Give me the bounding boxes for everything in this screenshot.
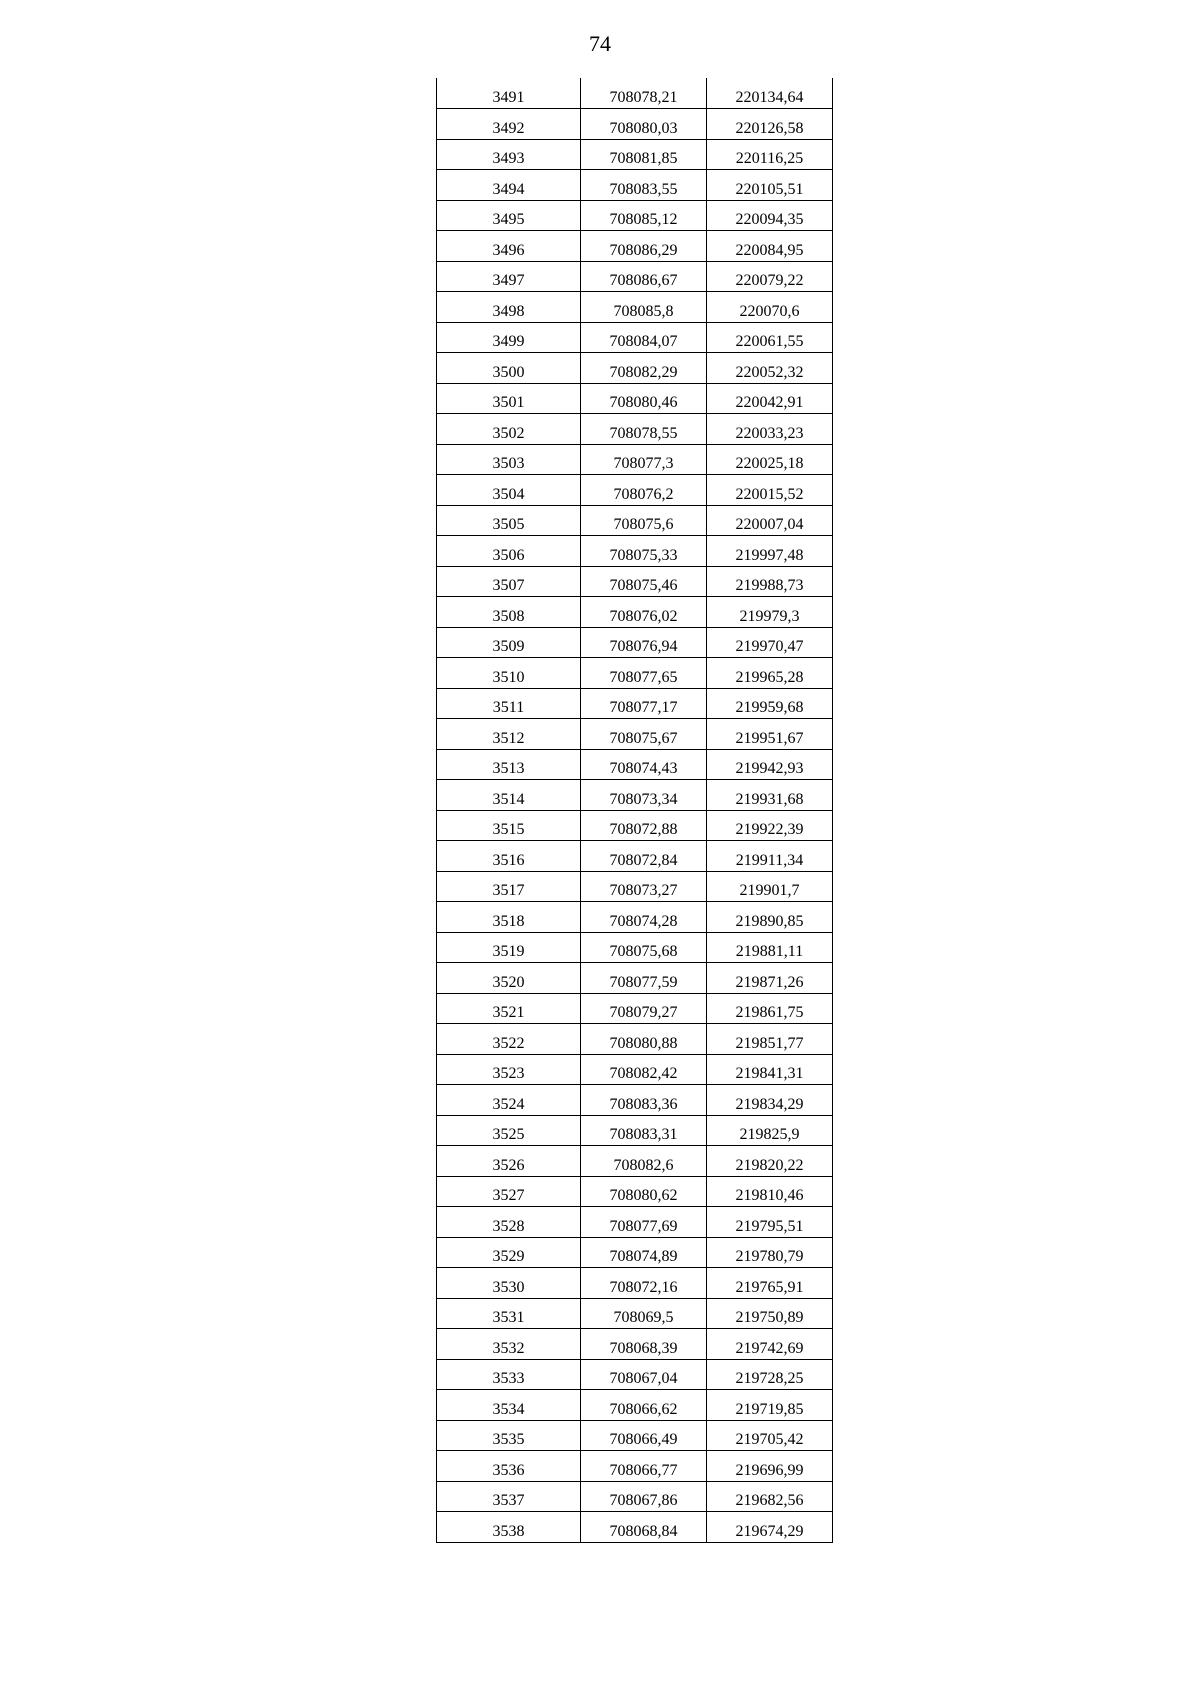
x-coordinate-cell: 708073,34 (581, 780, 707, 811)
x-coordinate-cell: 708077,3 (581, 444, 707, 475)
table-row (437, 1054, 833, 1085)
point-number-cell: 3502 (437, 414, 581, 445)
point-number-cell: 3496 (437, 231, 581, 262)
table-row (437, 1390, 833, 1421)
x-coordinate-cell: 708082,42 (581, 1054, 707, 1085)
y-coordinate-cell: 220070,6 (707, 292, 833, 323)
x-coordinate-cell: 708068,39 (581, 1329, 707, 1360)
x-coordinate-cell: 708075,6 (581, 505, 707, 536)
point-number-cell: 3501 (437, 383, 581, 414)
point-number-cell: 3525 (437, 1115, 581, 1146)
y-coordinate-cell: 219988,73 (707, 566, 833, 597)
y-coordinate-cell: 220042,91 (707, 383, 833, 414)
x-coordinate-cell: 708086,29 (581, 231, 707, 262)
point-number-cell: 3504 (437, 475, 581, 506)
y-coordinate-cell: 219965,28 (707, 658, 833, 689)
x-coordinate-cell: 708077,17 (581, 688, 707, 719)
point-number-cell: 3510 (437, 658, 581, 689)
y-coordinate-cell: 220084,95 (707, 231, 833, 262)
y-coordinate-cell: 219861,75 (707, 993, 833, 1024)
point-number-cell: 3493 (437, 139, 581, 170)
x-coordinate-cell: 708072,88 (581, 810, 707, 841)
point-number-cell: 3500 (437, 353, 581, 384)
table-row (437, 627, 833, 658)
x-coordinate-cell: 708080,88 (581, 1024, 707, 1055)
point-number-cell: 3516 (437, 841, 581, 872)
point-number-cell: 3492 (437, 109, 581, 140)
point-number-cell: 3520 (437, 963, 581, 994)
x-coordinate-cell: 708066,77 (581, 1451, 707, 1482)
table-row (437, 1298, 833, 1329)
point-number-cell: 3529 (437, 1237, 581, 1268)
point-number-cell: 3499 (437, 322, 581, 353)
coordinates-table (436, 78, 833, 1543)
x-coordinate-cell: 708078,55 (581, 414, 707, 445)
table-row (437, 932, 833, 963)
table-row (437, 353, 833, 384)
table-row (437, 231, 833, 262)
x-coordinate-cell: 708072,84 (581, 841, 707, 872)
point-number-cell: 3507 (437, 566, 581, 597)
y-coordinate-cell: 219997,48 (707, 536, 833, 567)
y-coordinate-cell: 219890,85 (707, 902, 833, 933)
point-number-cell: 3537 (437, 1481, 581, 1512)
table-row (437, 170, 833, 201)
y-coordinate-cell: 219979,3 (707, 597, 833, 628)
point-number-cell: 3534 (437, 1390, 581, 1421)
y-coordinate-cell: 220033,23 (707, 414, 833, 445)
x-coordinate-cell: 708074,89 (581, 1237, 707, 1268)
y-coordinate-cell: 219795,51 (707, 1207, 833, 1238)
table-row (437, 1451, 833, 1482)
y-coordinate-cell: 219825,9 (707, 1115, 833, 1146)
x-coordinate-cell: 708067,86 (581, 1481, 707, 1512)
y-coordinate-cell: 219834,29 (707, 1085, 833, 1116)
y-coordinate-cell: 220105,51 (707, 170, 833, 201)
point-number-cell: 3495 (437, 200, 581, 231)
table-row (437, 1329, 833, 1360)
point-number-cell: 3503 (437, 444, 581, 475)
point-number-cell: 3505 (437, 505, 581, 536)
table-row (437, 383, 833, 414)
y-coordinate-cell: 219931,68 (707, 780, 833, 811)
x-coordinate-cell: 708076,2 (581, 475, 707, 506)
y-coordinate-cell: 219951,67 (707, 719, 833, 750)
point-number-cell: 3521 (437, 993, 581, 1024)
y-coordinate-cell: 219851,77 (707, 1024, 833, 1055)
y-coordinate-cell: 220061,55 (707, 322, 833, 353)
x-coordinate-cell: 708077,65 (581, 658, 707, 689)
y-coordinate-cell: 220134,64 (707, 78, 833, 109)
point-number-cell: 3532 (437, 1329, 581, 1360)
x-coordinate-cell: 708080,03 (581, 109, 707, 140)
y-coordinate-cell: 219942,93 (707, 749, 833, 780)
point-number-cell: 3513 (437, 749, 581, 780)
table-row (437, 1512, 833, 1543)
point-number-cell: 3526 (437, 1146, 581, 1177)
x-coordinate-cell: 708072,16 (581, 1268, 707, 1299)
x-coordinate-cell: 708083,36 (581, 1085, 707, 1116)
table-row (437, 261, 833, 292)
y-coordinate-cell: 220052,32 (707, 353, 833, 384)
point-number-cell: 3494 (437, 170, 581, 201)
table-row (437, 749, 833, 780)
point-number-cell: 3527 (437, 1176, 581, 1207)
point-number-cell: 3523 (437, 1054, 581, 1085)
x-coordinate-cell: 708085,8 (581, 292, 707, 323)
point-number-cell: 3538 (437, 1512, 581, 1543)
point-number-cell: 3514 (437, 780, 581, 811)
x-coordinate-cell: 708076,94 (581, 627, 707, 658)
table-row (437, 139, 833, 170)
x-coordinate-cell: 708066,49 (581, 1420, 707, 1451)
page-number: 74 (589, 31, 611, 56)
table-row (437, 1268, 833, 1299)
point-number-cell: 3512 (437, 719, 581, 750)
y-coordinate-cell: 219810,46 (707, 1176, 833, 1207)
x-coordinate-cell: 708086,67 (581, 261, 707, 292)
table-row (437, 963, 833, 994)
x-coordinate-cell: 708077,69 (581, 1207, 707, 1238)
x-coordinate-cell: 708066,62 (581, 1390, 707, 1421)
table-row (437, 841, 833, 872)
x-coordinate-cell: 708074,28 (581, 902, 707, 933)
x-coordinate-cell: 708067,04 (581, 1359, 707, 1390)
point-number-cell: 3536 (437, 1451, 581, 1482)
table-row (437, 780, 833, 811)
x-coordinate-cell: 708082,29 (581, 353, 707, 384)
x-coordinate-cell: 708076,02 (581, 597, 707, 628)
y-coordinate-cell: 220007,04 (707, 505, 833, 536)
y-coordinate-cell: 219696,99 (707, 1451, 833, 1482)
table-row (437, 292, 833, 323)
point-number-cell: 3515 (437, 810, 581, 841)
point-number-cell: 3533 (437, 1359, 581, 1390)
x-coordinate-cell: 708085,12 (581, 200, 707, 231)
point-number-cell: 3524 (437, 1085, 581, 1116)
point-number-cell: 3497 (437, 261, 581, 292)
point-number-cell: 3511 (437, 688, 581, 719)
x-coordinate-cell: 708077,59 (581, 963, 707, 994)
x-coordinate-cell: 708073,27 (581, 871, 707, 902)
x-coordinate-cell: 708084,07 (581, 322, 707, 353)
y-coordinate-cell: 219970,47 (707, 627, 833, 658)
point-number-cell: 3531 (437, 1298, 581, 1329)
y-coordinate-cell: 219728,25 (707, 1359, 833, 1390)
table-row (437, 1024, 833, 1055)
table-row (437, 322, 833, 353)
y-coordinate-cell: 219682,56 (707, 1481, 833, 1512)
y-coordinate-cell: 219765,91 (707, 1268, 833, 1299)
table-row (437, 1146, 833, 1177)
point-number-cell: 3518 (437, 902, 581, 933)
point-number-cell: 3509 (437, 627, 581, 658)
table-row (437, 871, 833, 902)
table-row (437, 1481, 833, 1512)
point-number-cell: 3528 (437, 1207, 581, 1238)
y-coordinate-cell: 220079,22 (707, 261, 833, 292)
table-row (437, 505, 833, 536)
point-number-cell: 3506 (437, 536, 581, 567)
table-row (437, 475, 833, 506)
y-coordinate-cell: 219705,42 (707, 1420, 833, 1451)
x-coordinate-cell: 708075,68 (581, 932, 707, 963)
x-coordinate-cell: 708075,67 (581, 719, 707, 750)
x-coordinate-cell: 708081,85 (581, 139, 707, 170)
table-row (437, 810, 833, 841)
y-coordinate-cell: 219750,89 (707, 1298, 833, 1329)
table-row (437, 444, 833, 475)
x-coordinate-cell: 708079,27 (581, 993, 707, 1024)
table-row (437, 688, 833, 719)
point-number-cell: 3522 (437, 1024, 581, 1055)
table-row (437, 1420, 833, 1451)
table-row (437, 719, 833, 750)
y-coordinate-cell: 219780,79 (707, 1237, 833, 1268)
y-coordinate-cell: 219881,11 (707, 932, 833, 963)
table-row (437, 1237, 833, 1268)
x-coordinate-cell: 708068,84 (581, 1512, 707, 1543)
table-row (437, 1359, 833, 1390)
y-coordinate-cell: 219719,85 (707, 1390, 833, 1421)
x-coordinate-cell: 708075,46 (581, 566, 707, 597)
y-coordinate-cell: 219959,68 (707, 688, 833, 719)
table-row (437, 993, 833, 1024)
y-coordinate-cell: 219841,31 (707, 1054, 833, 1085)
point-number-cell: 3519 (437, 932, 581, 963)
y-coordinate-cell: 220094,35 (707, 200, 833, 231)
point-number-cell: 3530 (437, 1268, 581, 1299)
y-coordinate-cell: 219674,29 (707, 1512, 833, 1543)
table-row (437, 109, 833, 140)
table-row (437, 1207, 833, 1238)
point-number-cell: 3517 (437, 871, 581, 902)
table-row (437, 597, 833, 628)
y-coordinate-cell: 220126,58 (707, 109, 833, 140)
point-number-cell: 3498 (437, 292, 581, 323)
y-coordinate-cell: 219871,26 (707, 963, 833, 994)
y-coordinate-cell: 219911,34 (707, 841, 833, 872)
x-coordinate-cell: 708078,21 (581, 78, 707, 109)
point-number-cell: 3535 (437, 1420, 581, 1451)
table-row (437, 78, 833, 109)
x-coordinate-cell: 708080,46 (581, 383, 707, 414)
y-coordinate-cell: 220015,52 (707, 475, 833, 506)
point-number-cell: 3508 (437, 597, 581, 628)
table-row (437, 566, 833, 597)
point-number-cell: 3491 (437, 78, 581, 109)
x-coordinate-cell: 708080,62 (581, 1176, 707, 1207)
y-coordinate-cell: 220116,25 (707, 139, 833, 170)
x-coordinate-cell: 708075,33 (581, 536, 707, 567)
y-coordinate-cell: 219820,22 (707, 1146, 833, 1177)
coordinates-table-body (437, 78, 833, 1542)
table-row (437, 658, 833, 689)
y-coordinate-cell: 219922,39 (707, 810, 833, 841)
x-coordinate-cell: 708069,5 (581, 1298, 707, 1329)
table-row (437, 1085, 833, 1116)
table-row (437, 414, 833, 445)
x-coordinate-cell: 708083,55 (581, 170, 707, 201)
table-row (437, 902, 833, 933)
y-coordinate-cell: 220025,18 (707, 444, 833, 475)
x-coordinate-cell: 708083,31 (581, 1115, 707, 1146)
table-row (437, 536, 833, 567)
x-coordinate-cell: 708074,43 (581, 749, 707, 780)
table-row (437, 200, 833, 231)
table-row (437, 1176, 833, 1207)
y-coordinate-cell: 219742,69 (707, 1329, 833, 1360)
y-coordinate-cell: 219901,7 (707, 871, 833, 902)
x-coordinate-cell: 708082,6 (581, 1146, 707, 1177)
table-row (437, 1115, 833, 1146)
